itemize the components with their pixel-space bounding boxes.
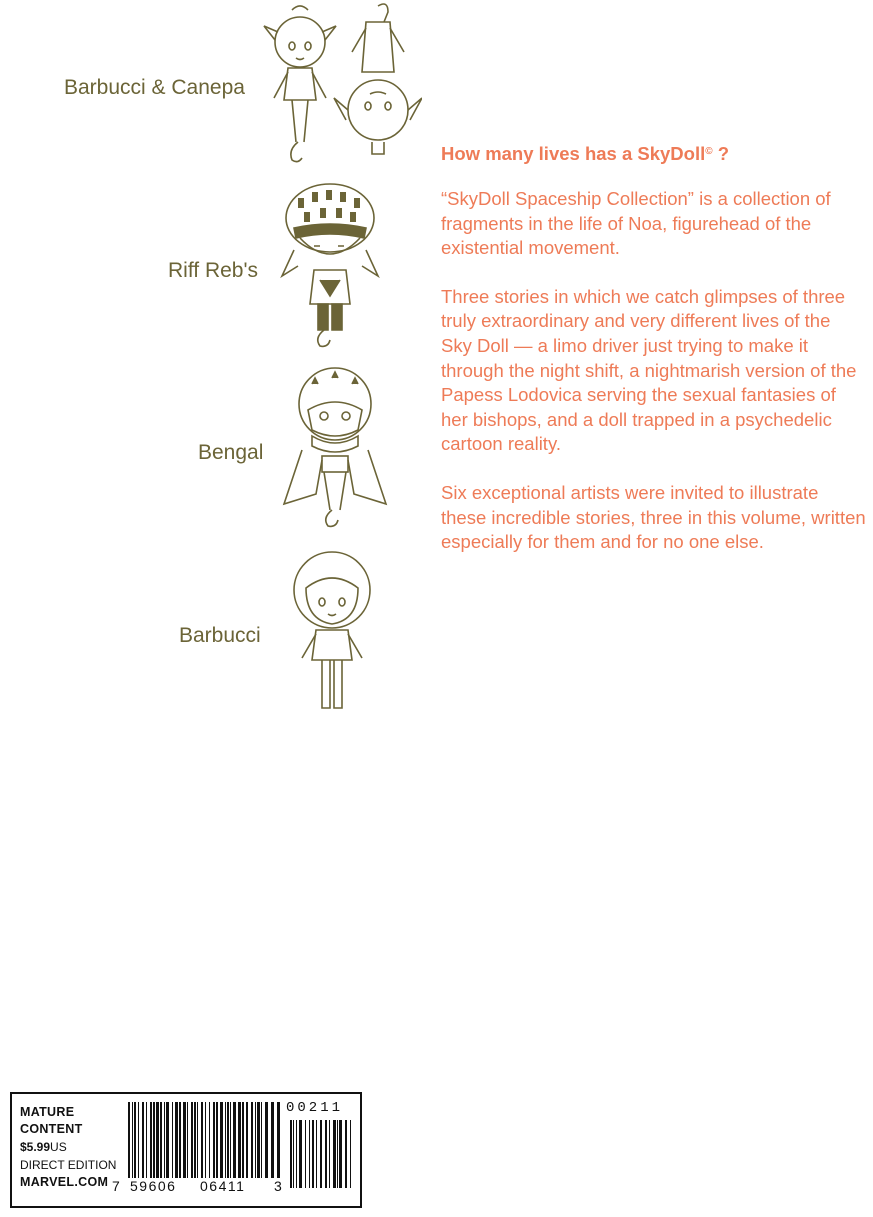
barcode-bar: [142, 1102, 144, 1178]
website-label: MARVEL.COM: [20, 1175, 109, 1189]
barcode-check-digit: 3: [274, 1178, 282, 1194]
barcode-bar: [293, 1120, 294, 1188]
edition-label: DIRECT EDITION: [20, 1158, 117, 1172]
barcode-bar: [160, 1102, 162, 1178]
barcode-bar: [197, 1102, 198, 1178]
barcode-bar: [132, 1102, 133, 1178]
barcode-bar: [227, 1102, 229, 1178]
barcode-bar: [233, 1102, 236, 1178]
barcode-group1: 59606: [130, 1178, 177, 1194]
synopsis-text: [441, 143, 866, 579]
barcode-bar: [265, 1102, 268, 1178]
barcode-bar: [138, 1102, 139, 1178]
rating-line2: CONTENT: [20, 1122, 83, 1136]
barcode-bar: [242, 1102, 244, 1178]
barcode-bar: [164, 1102, 165, 1178]
barcode-bar: [191, 1102, 193, 1178]
barcode-bar: [345, 1120, 347, 1188]
price-value: $5.99: [20, 1140, 51, 1154]
barcode-bar: [257, 1102, 260, 1178]
barcode-bar: [309, 1120, 310, 1188]
artist-label-riff-rebs: Riff Reb's: [168, 259, 258, 282]
artist-label-barbucci-canepa: Barbucci & Canepa: [64, 76, 245, 99]
barcode-bar: [277, 1102, 280, 1178]
barcode-bar: [128, 1102, 130, 1178]
doll-illustration-bengal: [282, 364, 388, 528]
doll-illustration-barbucci-canepa: [262, 2, 422, 164]
heading-main: How many lives has a SkyDoll: [441, 143, 706, 164]
doll-illustration-barbucci: [282, 548, 382, 714]
barcode-bar: [220, 1102, 223, 1178]
artist-label-bengal: Bengal: [198, 441, 264, 464]
paragraph-collection: “SkyDoll Spaceship Collection” is a collection of fragments in the life of Noa, figurehead of the existential movement.: [441, 188, 831, 259]
barcode-bar: [246, 1102, 248, 1178]
synopsis-heading: [441, 143, 866, 165]
barcode-bar: [333, 1120, 336, 1188]
doll-illustration-riff-rebs: [280, 180, 380, 350]
barcode-prefix-digit: 7: [112, 1178, 120, 1194]
barcode-bar: [350, 1120, 351, 1188]
paragraph-stories: Three stories in which we catch glimpses of three truly extraordinary and very different lives of the Sky Doll — a limo driver just trying to make it through the night shift, a nightmarish version of the Papess Lodovica serving the sexual fantasies of her bishops, and a doll trapped in a psychedelic cartoon reality.: [441, 285, 857, 455]
barcode-bar: [172, 1102, 173, 1178]
barcode-bar: [320, 1120, 322, 1188]
barcode-bar: [213, 1102, 215, 1178]
barcode-bar: [209, 1102, 210, 1178]
barcode-bar: [225, 1102, 226, 1178]
barcode-bar: [290, 1120, 292, 1188]
barcode-bar: [216, 1102, 218, 1178]
barcode-bar: [153, 1102, 155, 1178]
barcode-bar: [150, 1102, 152, 1178]
barcode-info: [20, 1104, 116, 1191]
barcode-bar: [337, 1120, 338, 1188]
barcode-bar: [230, 1102, 231, 1178]
barcode-bar: [175, 1102, 178, 1178]
barcode-bar: [296, 1120, 297, 1188]
barcode-bar: [134, 1102, 136, 1178]
copyright-mark: ©: [705, 146, 713, 157]
paragraph-artists: Six exceptional artists were invited to illustrate these incredible stories, three in this volume, written especially for them and for no one else.: [441, 481, 866, 553]
barcode-bar: [251, 1102, 253, 1178]
barcode-bar: [299, 1120, 302, 1188]
barcode-bar: [316, 1120, 317, 1188]
barcode-bar: [205, 1102, 206, 1178]
barcode-bar: [187, 1102, 188, 1178]
barcode-bar: [194, 1102, 196, 1178]
price-label: [20, 1138, 116, 1157]
rating-line1: MATURE: [20, 1105, 75, 1119]
heading-end: ?: [712, 143, 730, 164]
barcode-bar: [238, 1102, 241, 1178]
barcode-bar: [271, 1102, 274, 1178]
barcode-bar: [312, 1120, 314, 1188]
price-currency: US: [50, 1140, 67, 1154]
barcode-supplement: 00211: [286, 1100, 344, 1116]
barcode-bar: [261, 1102, 262, 1178]
barcode-bar: [179, 1102, 181, 1178]
barcode-bar: [146, 1102, 147, 1178]
barcode-bar: [156, 1102, 159, 1178]
artist-label-barbucci: Barbucci: [179, 624, 261, 647]
barcode-bar: [166, 1102, 169, 1178]
barcode-bar: [325, 1120, 327, 1188]
barcode-bar: [305, 1120, 306, 1188]
barcode-bar: [339, 1120, 342, 1188]
barcode-group2: 06411: [200, 1178, 246, 1194]
barcode-bar: [329, 1120, 330, 1188]
barcode-bar: [201, 1102, 203, 1178]
barcode-bar: [183, 1102, 186, 1178]
barcode-bar: [255, 1102, 256, 1178]
barcode-panel: [10, 1092, 362, 1208]
